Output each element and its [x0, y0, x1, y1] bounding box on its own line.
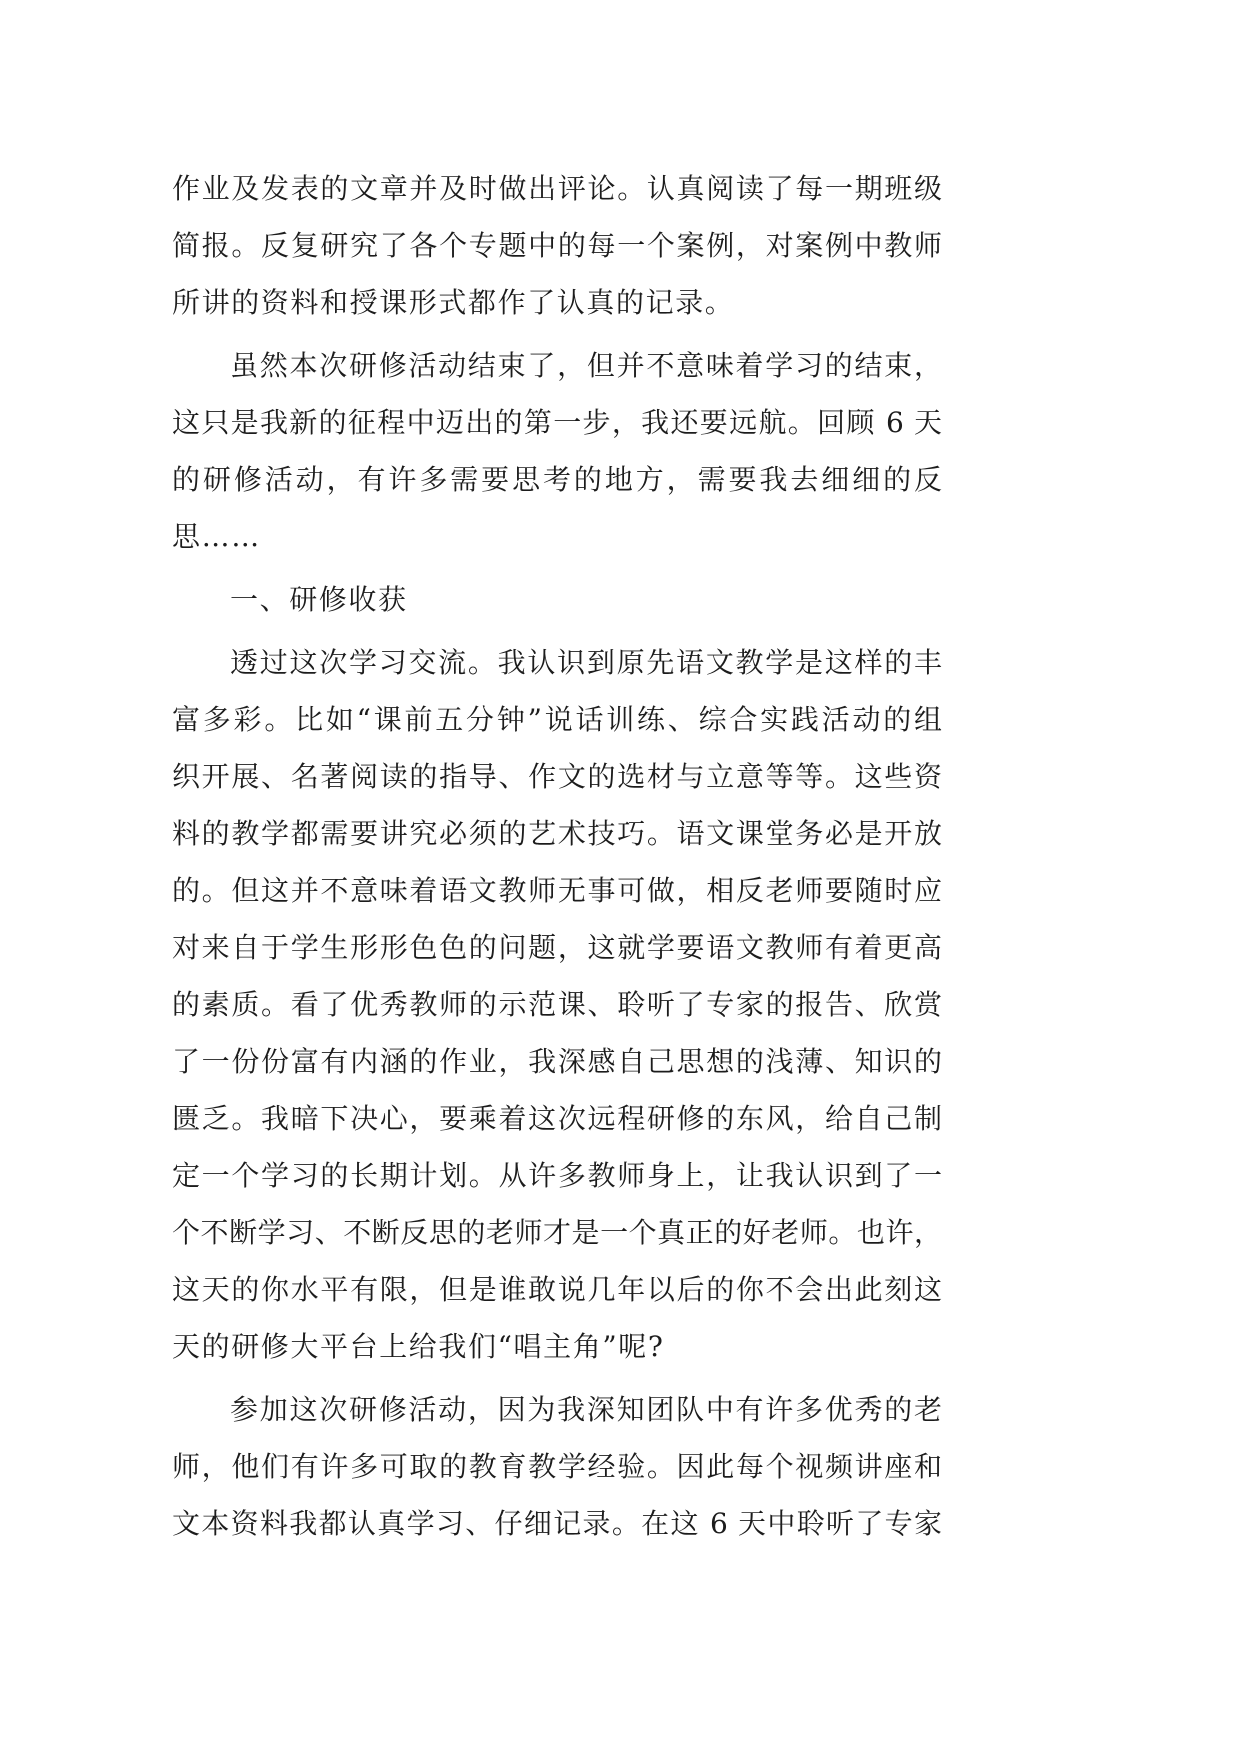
paragraph-line: 透过这次学习交流。我认识到原先语文教学是这样的丰: [230, 646, 942, 679]
paragraph-line: 天的研修大平台上给我们“唱主角”呢?: [172, 1330, 665, 1363]
paragraph-line: 这天的你水平有限，但是谁敢说几年以后的你不会出此刻这: [172, 1273, 942, 1306]
paragraph-line: 个不断学习、不断反思的老师才是一个真正的好老师。也许，: [172, 1216, 942, 1249]
paragraph: [172, 337, 942, 565]
paragraph-line: 对来自于学生形形色色的问题，这就学要语文教师有着更高: [172, 931, 942, 964]
paragraph-line: 虽然本次研修活动结束了，但并不意味着学习的结束，: [230, 349, 942, 382]
paragraph: [172, 634, 942, 1375]
paragraph-line: 匮乏。我暗下决心，要乘着这次远程研修的东风，给自己制: [172, 1102, 942, 1135]
paragraph-line: 定一个学习的长期计划。从许多教师身上，让我认识到了一: [172, 1159, 942, 1192]
paragraph-line: 了一份份富有内涵的作业，我深感自己思想的浅薄、知识的: [172, 1045, 942, 1078]
paragraph-line: 思……: [172, 520, 261, 553]
paragraph-line: 的研修活动，有许多需要思考的地方，需要我去细细的反: [172, 463, 942, 496]
paragraph-line: 富多彩。比如“课前五分钟”说话训练、综合实践活动的组: [172, 703, 942, 736]
paragraph-line: 所讲的资料和授课形式都作了认真的记录。: [172, 286, 735, 319]
paragraph-line: 作业及发表的文章并及时做出评论。认真阅读了每一期班级: [172, 172, 942, 205]
section-heading: [172, 571, 942, 628]
paragraph-line: 料的教学都需要讲究必须的艺术技巧。语文课堂务必是开放: [172, 817, 942, 850]
paragraph-line: 织开展、名著阅读的指导、作文的选材与立意等等。这些资: [172, 760, 942, 793]
paragraph-line: 简报。反复研究了各个专题中的每一个案例，对案例中教师: [172, 229, 942, 262]
paragraph-line: 师，他们有许多可取的教育教学经验。因此每个视频讲座和: [172, 1450, 942, 1483]
paragraph-line: 的。但这并不意味着语文教师无事可做，相反老师要随时应: [172, 874, 942, 907]
paragraph-line: 的素质。看了优秀教师的示范课、聆听了专家的报告、欣赏: [172, 988, 942, 1021]
paragraph-line: 文本资料我都认真学习、仔细记录。在这 6 天中聆听了专家: [172, 1507, 942, 1540]
paragraph-line: 参加这次研修活动，因为我深知团队中有许多优秀的老: [230, 1393, 942, 1426]
paragraph: [172, 1381, 942, 1552]
paragraph: [172, 160, 942, 331]
document-body: [172, 160, 942, 1552]
section-heading-text: 一、研修收获: [230, 583, 408, 616]
paragraph-line: 这只是我新的征程中迈出的第一步，我还要远航。回顾 6 天: [172, 406, 942, 439]
